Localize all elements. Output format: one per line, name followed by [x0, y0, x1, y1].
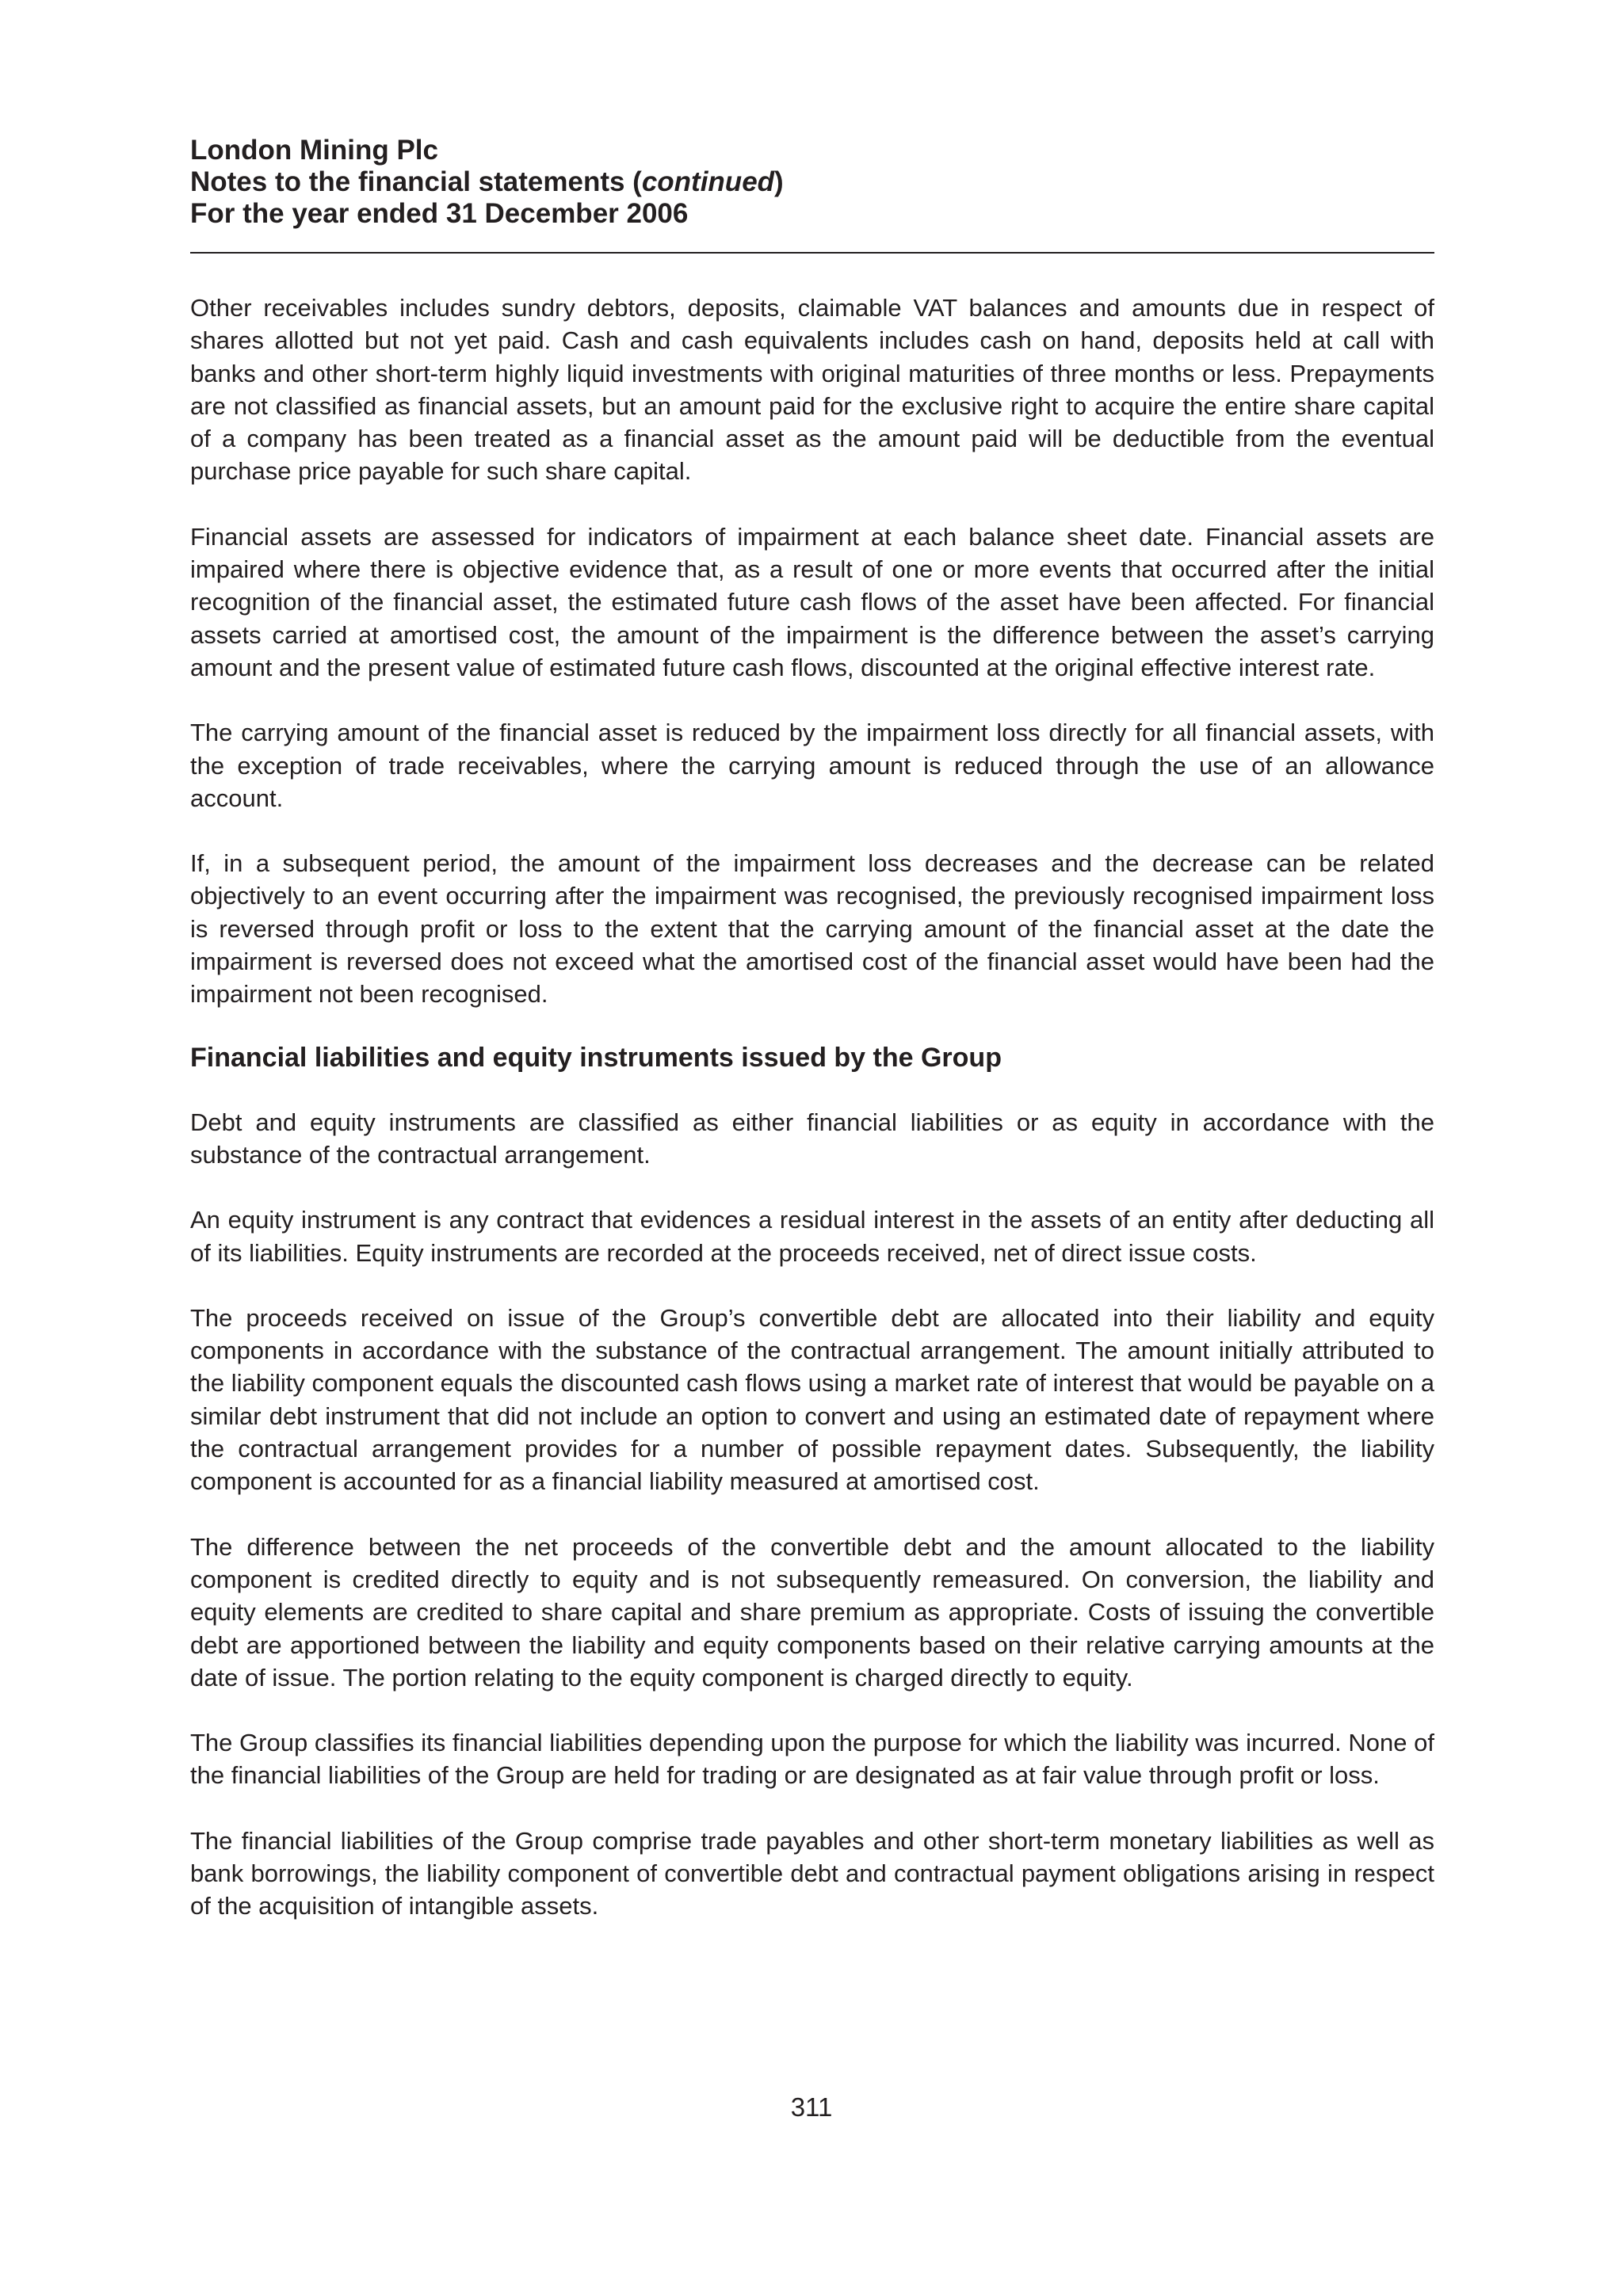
paragraph-classification: Debt and equity instruments are classified as either financial liabilities or as equity in accordance with the substance of the contractual arrangement.	[190, 1108, 1434, 1169]
notes-title	[190, 166, 1434, 198]
reporting-period: For the year ended 31 December 2006	[190, 198, 689, 229]
notes-title-close: )	[774, 166, 784, 197]
notes-title-continued: continued	[641, 166, 775, 197]
paragraph-liability-classification: The Group classifies its financial liabilities depending upon the purpose for which the liability was incurred. None of the financial liabilities of the Group are held for trading or are designated as at fair value through profit or loss.	[190, 1729, 1434, 1790]
paragraph-convertible-debt-proceeds: The proceeds received on issue of the Group’s convertible debt are allocated into their liability and equity components in accordance with the substance of the contractual arrangement. The amount initially attributed to the liability component equals the discounted cash flows using a market rate of interest that would be payable on a similar debt instrument that did not include an option to convert and using an estimated date of repayment where the contractual arrangement provides for a number of possible repayment dates. Subsequently, the liability component is accounted for as a financial liability measured at amortised cost.	[190, 1303, 1434, 1496]
paragraph-carrying-amount: The carrying amount of the financial asset is reduced by the impairment loss directly for all financial assets, with the exception of trade receivables, where the carrying amount is reduced through the use of an allowance account.	[190, 719, 1434, 812]
notes-title-text: Notes to the financial statements (	[190, 166, 642, 197]
paragraph-convertible-debt-difference: The difference between the net proceeds of the convertible debt and the amount allocated to the liability component is credited directly to equity and is not subsequently remeasured. On conversion, the liability and equity elements are credited to share capital and share premium as appropriate. Costs of issuing the convertible debt are apportioned between the liability and equity components based on their relative carrying amounts at the date of issue. The portion relating to the equity component is charged directly to equity.	[190, 1532, 1434, 1691]
paragraph-liability-composition: The financial liabilities of the Group comprise trade payables and other short-term monetary liabilities as well as bank borrowings, the liability component of convertible debt and contractual payment obligations arising in respect of the acquisition of intangible assets.	[190, 1826, 1434, 1920]
document-page	[190, 135, 1434, 1955]
company-name: London Mining Plc	[190, 135, 439, 166]
paragraph-impairment-reversal: If, in a subsequent period, the amount of the impairment loss decreases and the decrease can be related objectively to an event occurring after the impairment was recognised, the previously recognised impairment loss is reversed through profit or loss to the extent that the carrying amount of the financial asset at the date the impairment is reversed does not exceed what the amortised cost of the financial asset would have been had the impairment not been recognised.	[190, 849, 1434, 1009]
document-header	[190, 135, 1434, 230]
paragraph-equity-instrument: An equity instrument is any contract that evidences a residual interest in the assets of an entity after deducting all of its liabilities. Equity instruments are recorded at the proceeds received, net of direct issue costs.	[190, 1206, 1434, 1267]
page-number: 311	[790, 2092, 833, 2122]
paragraph-other-receivables: Other receivables includes sundry debtors, deposits, claimable VAT balances and amounts due in respect of shares allotted but not yet paid. Cash and cash equivalents includes cash on hand, deposits held at call with banks and other short-term highly liquid investments with original maturities of three months or less. Prepayments are not classified as financial assets, but an amount paid for the exclusive right to acquire the entire share capital of a company has been treated as a financial asset as the amount paid will be deductible from the eventual purchase price payable for such share capital.	[190, 294, 1434, 486]
paragraph-impairment-assessment: Financial assets are assessed for indicators of impairment at each balance sheet date. Financial assets are impaired where there is objective evidence that, as a result of one or more events that occurred after the initial recognition of the financial asset, the estimated future cash flows of the asset have been affected. For financial assets carried at amortised cost, the amount of the impairment is the difference between the asset’s carrying amount and the present value of estimated future cash flows, discounted at the original effective interest rate.	[190, 522, 1434, 681]
header-divider	[190, 252, 1434, 254]
section-heading: Financial liabilities and equity instruments issued by the Group	[190, 1042, 1002, 1073]
